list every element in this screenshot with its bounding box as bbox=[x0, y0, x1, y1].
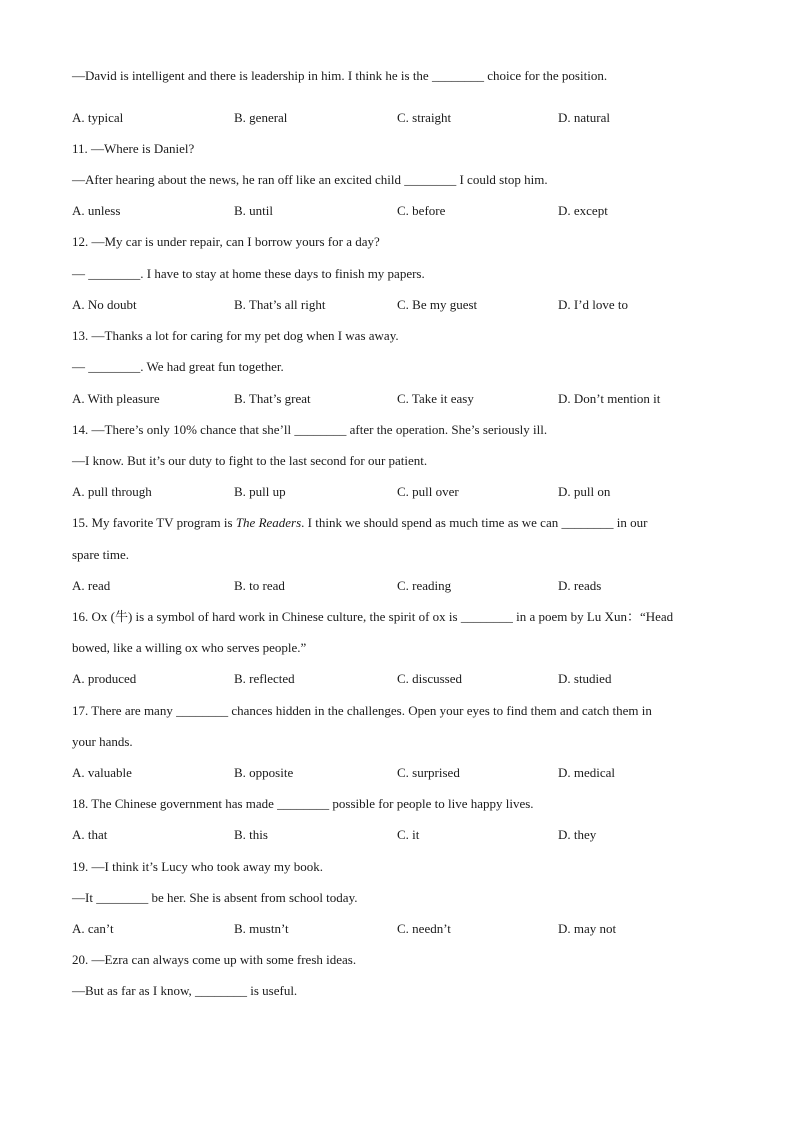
question-17-stem-continued: your hands. bbox=[72, 734, 133, 749]
q16-option-d: D. studied bbox=[558, 671, 612, 686]
q17-option-a: A. valuable bbox=[72, 765, 132, 780]
q12-option-c: C. Be my guest bbox=[397, 297, 478, 312]
q16-option-a: A. produced bbox=[72, 671, 137, 686]
q18-option-a: A. that bbox=[72, 827, 108, 842]
tv-program-title: The Readers bbox=[235, 515, 302, 530]
question-13-prompt: 13. —Thanks a lot for caring for my pet dog when I was away. bbox=[72, 328, 399, 343]
question-14-response: —I know. But it’s our duty to fight to the last second for our patient. bbox=[72, 453, 428, 468]
q19-option-b: B. mustn’t bbox=[234, 921, 289, 936]
question-16-stem-continued: bowed, like a willing ox who serves people.” bbox=[72, 640, 307, 655]
question-15-stem bbox=[72, 515, 647, 531]
question-19-prompt: 19. —I think it’s Lucy who took away my book. bbox=[72, 859, 323, 874]
q11-option-b: B. until bbox=[234, 203, 274, 218]
q19-option-d: D. may not bbox=[558, 921, 617, 936]
q11-option-a: A. unless bbox=[72, 203, 121, 218]
q19-option-c: C. needn’t bbox=[397, 921, 451, 936]
q10-option-d: D. natural bbox=[558, 110, 610, 125]
question-13-response: — ________. We had great fun together. bbox=[72, 359, 284, 374]
q16-option-c: C. discussed bbox=[397, 671, 462, 686]
question-15-stem-continued: spare time. bbox=[72, 547, 130, 562]
q13-option-d: D. Don’t mention it bbox=[558, 391, 661, 406]
q15-option-d: D. reads bbox=[558, 578, 602, 593]
q14-option-b: B. pull up bbox=[234, 484, 286, 499]
q10-option-c: C. straight bbox=[397, 110, 452, 125]
q10-option-b: B. general bbox=[234, 110, 288, 125]
question-19-response: —It ________ be her. She is absent from school today. bbox=[72, 890, 358, 905]
q15-option-c: C. reading bbox=[397, 578, 452, 593]
question-11-prompt: 11. —Where is Daniel? bbox=[72, 141, 195, 156]
question-10-dialogue-line: —David is intelligent and there is leadership in him. I think he is the ________ choice for the position. bbox=[72, 68, 608, 83]
question-15-text-start: 15. My favorite TV program is bbox=[72, 515, 236, 530]
q18-option-c: C. it bbox=[397, 827, 420, 842]
q10-option-a: A. typical bbox=[72, 110, 124, 125]
q17-option-c: C. surprised bbox=[397, 765, 460, 780]
q13-option-c: C. Take it easy bbox=[397, 391, 474, 406]
q15-option-a: A. read bbox=[72, 578, 111, 593]
q16-option-b: B. reflected bbox=[234, 671, 295, 686]
q14-option-a: A. pull through bbox=[72, 484, 152, 499]
question-16-stem: 16. Ox (牛) is a symbol of hard work in Chinese culture, the spirit of ox is ________ in a poem by Lu Xun：“Head bbox=[72, 609, 674, 624]
q12-option-d: D. I’d love to bbox=[558, 297, 629, 312]
question-14-prompt: 14. —There’s only 10% chance that she’ll ________ after the operation. She’s seriously ill. bbox=[72, 422, 548, 437]
question-12-prompt: 12. —My car is under repair, can I borrow yours for a day? bbox=[72, 234, 380, 249]
q13-option-b: B. That’s great bbox=[234, 391, 311, 406]
question-20-response: —But as far as I know, ________ is useful. bbox=[72, 983, 298, 998]
q19-option-a: A. can’t bbox=[72, 921, 114, 936]
q13-option-a: A. With pleasure bbox=[72, 391, 160, 406]
q11-option-d: D. except bbox=[558, 203, 608, 218]
question-20-prompt: 20. —Ezra can always come up with some fresh ideas. bbox=[72, 952, 357, 967]
q17-option-d: D. medical bbox=[558, 765, 616, 780]
q18-option-d: D. they bbox=[558, 827, 597, 842]
q18-option-b: B. this bbox=[234, 827, 268, 842]
q15-option-b: B. to read bbox=[234, 578, 285, 593]
question-17-stem: 17. There are many ________ chances hidden in the challenges. Open your eyes to find them and catch them in bbox=[72, 703, 652, 718]
q17-option-b: B. opposite bbox=[234, 765, 294, 780]
q12-option-a: A. No doubt bbox=[72, 297, 137, 312]
question-12-response: — ________. I have to stay at home these days to finish my papers. bbox=[72, 266, 425, 281]
q12-option-b: B. That’s all right bbox=[234, 297, 326, 312]
question-15-text-end: . I think we should spend as much time as we can ________ in our bbox=[301, 515, 648, 530]
question-18-stem: 18. The Chinese government has made ________ possible for people to live happy lives. bbox=[72, 796, 534, 811]
question-11-response: —After hearing about the news, he ran off like an excited child ________ I could stop him. bbox=[72, 172, 548, 187]
q11-option-c: C. before bbox=[397, 203, 446, 218]
q14-option-d: D. pull on bbox=[558, 484, 611, 499]
q14-option-c: C. pull over bbox=[397, 484, 459, 499]
